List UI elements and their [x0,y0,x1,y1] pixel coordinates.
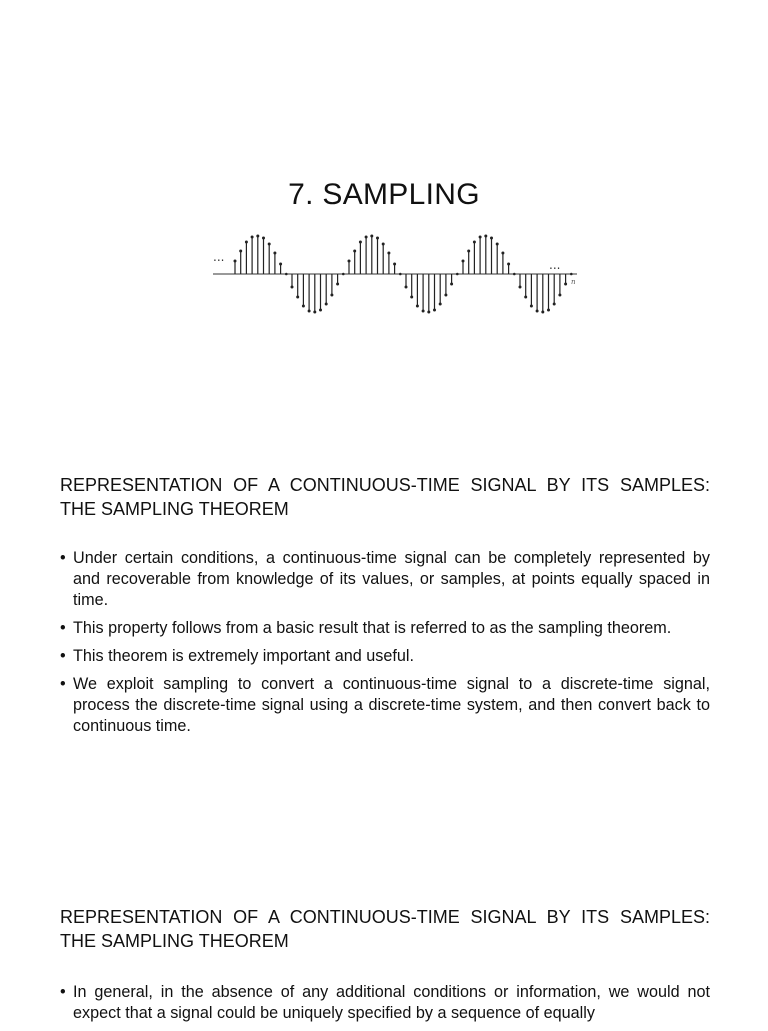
signal-stem-tip [564,283,567,286]
signal-stem-tip [439,303,442,306]
signal-stem-tip [405,286,408,289]
signal-stem-tip [353,250,356,253]
section-heading: REPRESENTATION OF A CONTINUOUS-TIME SIGNAL BY ITS SAMPLES: THE SAMPLING THEOREM [60,475,710,519]
signal-stem-tip [302,305,305,308]
signal-stem-tip [370,235,373,238]
left-ellipsis: ... [213,250,225,264]
bullet-list [60,548,710,744]
signal-sample-dot [285,273,288,276]
signal-stem-tip [268,243,271,246]
axis-label-n: n [571,278,576,286]
signal-stem-tip [553,303,556,306]
signal-stem-tip [382,243,385,246]
signal-stem-tip [376,237,379,240]
signal-stem-tip [262,237,265,240]
sampling-theorem-slide-1 [0,450,768,850]
section-heading: REPRESENTATION OF A CONTINUOUS-TIME SIGNAL BY ITS SAMPLES: THE SAMPLING THEOREM [60,907,710,951]
signal-stem-tip [279,263,282,266]
signal-stem-tip [416,305,419,308]
signal-stem-tip [393,263,396,266]
signal-stem-tip [239,250,242,253]
signal-sample-dot [456,273,459,276]
signal-stem-tip [359,241,362,244]
signal-stem-tip [524,296,527,299]
right-ellipsis: ... [549,258,561,272]
signal-sample-dot [399,273,402,276]
signal-stem-tip [313,311,316,314]
signal-stem-tip [365,236,368,239]
bullet-text: We exploit sampling to convert a continuous-time signal to a discrete-time signal, process the discrete-time signal using a discrete-time system, and then convert back to continuous time. [73,675,710,735]
bullet-dot: • [60,549,66,567]
signal-sample-dot [570,273,573,276]
bullet-text: This property follows from a basic result that is referred to as the sampling theorem. [73,619,672,637]
signal-stem-tip [325,303,328,306]
bullet-dot: • [60,619,66,637]
signal-stem-tip [348,260,351,263]
slide-title: 7. SAMPLING [288,178,480,211]
signal-stem-tip [427,311,430,314]
signal-stem-tip [308,310,311,313]
signal-stem-tip [519,286,522,289]
signal-stem-tip [450,283,453,286]
sampling-theorem-slide-2 [0,880,768,1024]
bullet-dot: • [60,983,66,1001]
signal-sample-dot [513,273,516,276]
bullet-item [60,618,710,639]
bullet-item [60,646,710,667]
signal-stem-tip [245,241,248,244]
sampled-signal-figure [205,226,585,326]
signal-stem-tip [387,252,390,255]
signal-stem-tip [467,250,470,253]
signal-stem-tip [330,294,333,297]
bullet-dot: • [60,647,66,665]
signal-stem-tip [536,310,539,313]
signal-stem-tip [422,310,425,313]
bullet-dot: • [60,675,66,693]
signal-stem-tip [291,286,294,289]
signal-stem-tip [433,309,436,312]
signal-stem-tip [541,311,544,314]
signal-stem-tip [256,235,259,238]
signal-stem-tip [319,309,322,312]
bullet-item [60,548,710,611]
signal-stem-tip [507,263,510,266]
bullet-item [60,674,710,737]
signal-stem-tip [462,260,465,263]
bullet-text: Under certain conditions, a continuous-time signal can be completely represented by and recoverable from knowledge of its values, or samples, at points equally spaced in time. [73,549,710,609]
signal-stem-tip [444,294,447,297]
signal-stem-tip [496,243,499,246]
signal-stem-tip [273,252,276,255]
signal-stem-tip [490,237,493,240]
signal-stem-tip [501,252,504,255]
signal-stem-tip [410,296,413,299]
bullet-text: In general, in the absence of any additional conditions or information, we would not expect that a signal could be uniquely specified by a sequence of equally [73,983,710,1022]
signal-stem-tip [484,235,487,238]
signal-stem-tip [558,294,561,297]
signal-stem-tip [296,296,299,299]
title-slide [0,0,768,426]
bullet-text: This theorem is extremely important and useful. [73,647,414,665]
signal-stem-tip [234,260,237,263]
signal-stem-tip [251,236,254,239]
signal-stem-tip [473,241,476,244]
signal-stem-tip [336,283,339,286]
signal-stem-tip [547,309,550,312]
signal-sample-dot [342,273,345,276]
signal-stem-tip [479,236,482,239]
signal-stem-tip [530,305,533,308]
bullet-item [60,982,710,1024]
